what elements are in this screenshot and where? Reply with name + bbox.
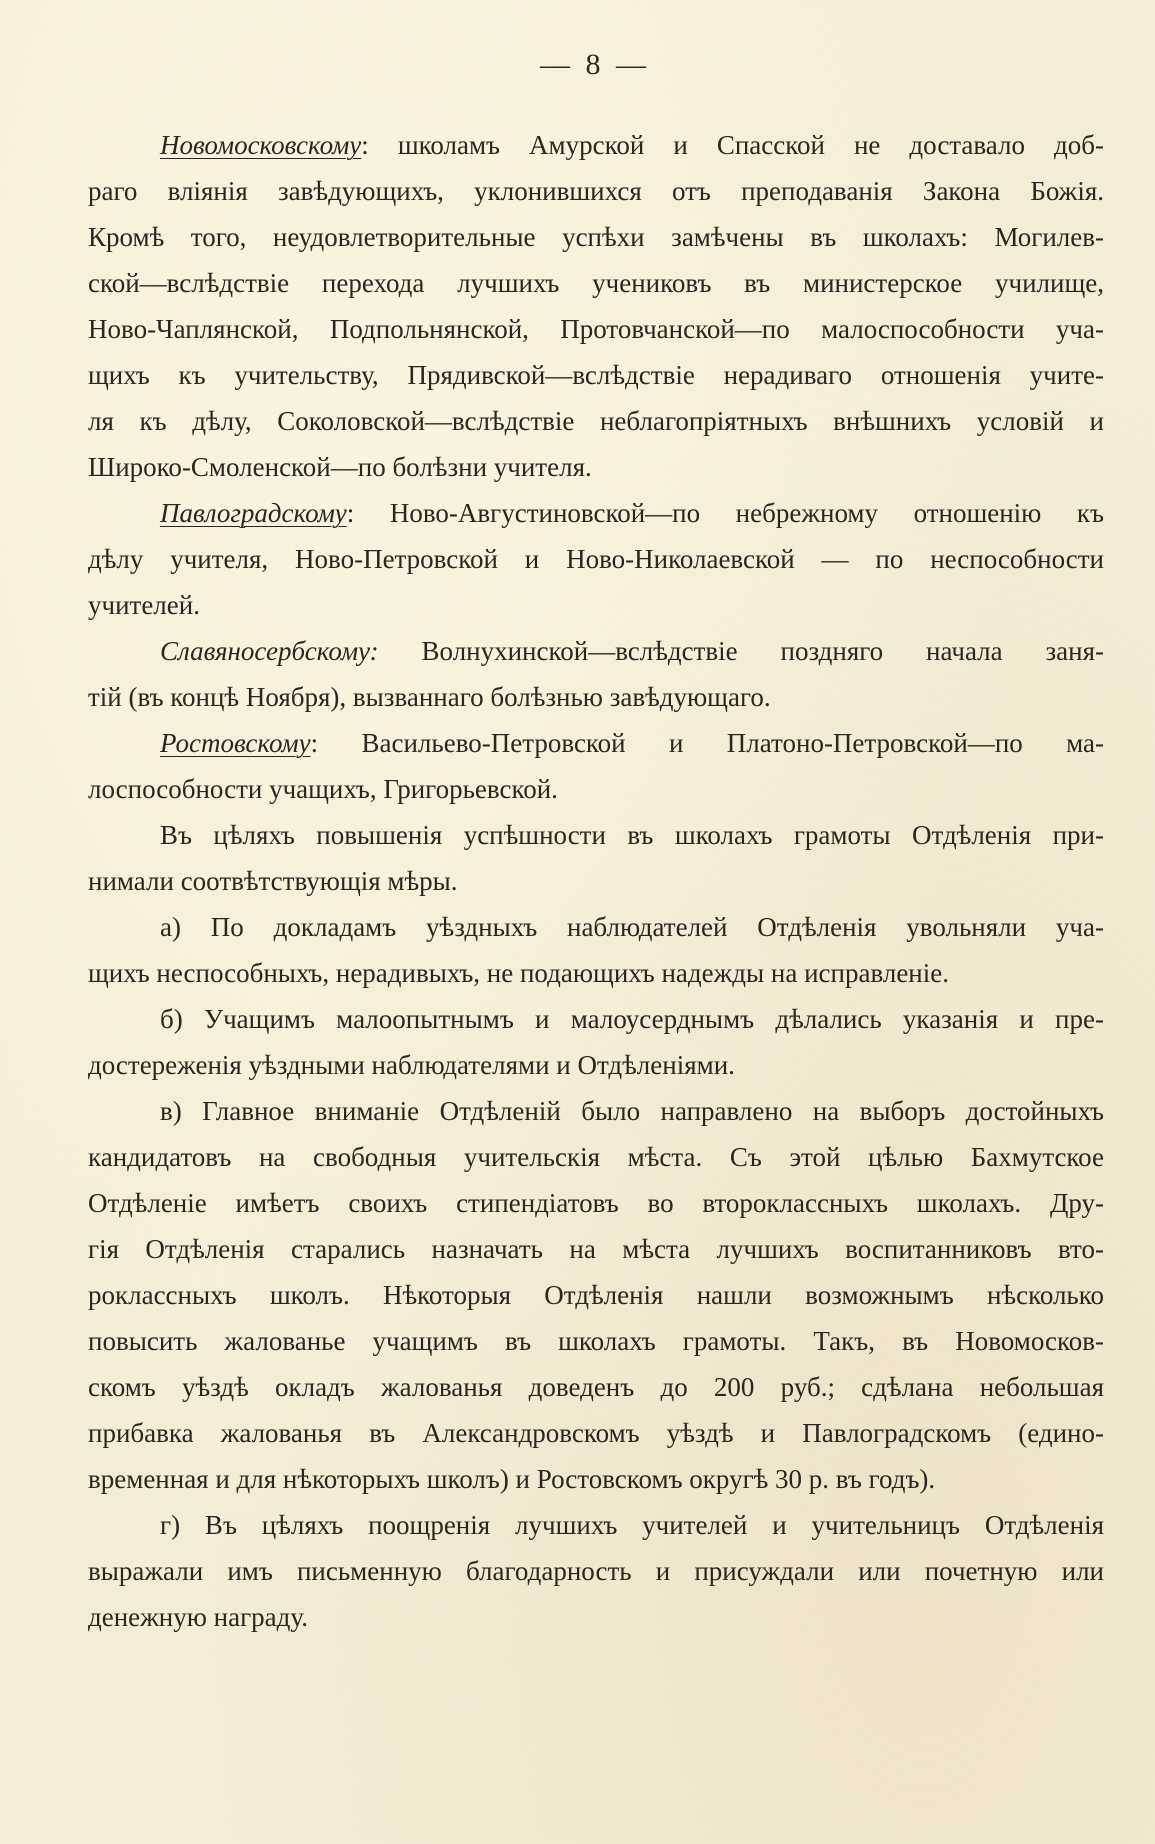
- text-line: Кромѣ того, неудовлетворительные успѣхи замѣчены въ школахъ: Могилев-: [88, 222, 1104, 252]
- paragraph-rostovsky: [88, 720, 1104, 812]
- text-line: повысить жалованье учащимъ въ школахъ грамоты. Такъ, въ Новомосков-: [88, 1326, 1104, 1356]
- paragraph-item-g: [88, 1502, 1104, 1640]
- text-line: гія Отдѣленія старались назначать на мѣста лучшихъ воспитанниковъ вто-: [88, 1234, 1104, 1264]
- paragraph-first-line: Въ цѣляхъ повышенія успѣшности въ школахъ грамоты Отдѣленія при-: [160, 820, 1104, 850]
- district-heading: Славяносербскому:: [160, 636, 379, 666]
- text-line: роклассныхъ школъ. Нѣкоторыя Отдѣленія нашли возможнымъ нѣсколько: [88, 1280, 1104, 1310]
- text-line: временная и для нѣкоторыхъ школъ) и Ростовскомъ округѣ 30 р. въ годъ).: [88, 1464, 936, 1494]
- text-line: Ново-Чаплянской, Подпольнянской, Протовчанской—по малоспособности уча-: [88, 314, 1104, 344]
- text-line: выражали имъ письменную благодарность и присуждали или почетную или: [88, 1556, 1104, 1586]
- paragraph-first-line: в) Главное вниманіе Отдѣленій было направлено на выборъ достойныхъ: [160, 1096, 1104, 1126]
- text-line: учителей.: [88, 590, 200, 620]
- district-heading: Новомосковскому: [160, 130, 362, 160]
- text-line: щихъ неспособныхъ, нерадивыхъ, не подающихъ надежды на исправленіе.: [88, 958, 949, 988]
- heading-continuation: Волнухинской—вслѣдствіе поздняго начала заня-: [378, 636, 1104, 666]
- text-line: ской—вслѣдствіе перехода лучшихъ учениковъ въ министерское училище,: [88, 268, 1104, 298]
- paragraph-item-b: [88, 996, 1104, 1088]
- paragraph-first-line: г) Въ цѣляхъ поощренія лучшихъ учителей и учительницъ Отдѣленія: [160, 1510, 1104, 1540]
- paragraph-first-line: а) По докладамъ уѣздныхъ наблюдателей Отдѣленія увольняли уча-: [160, 912, 1104, 942]
- text-line: Отдѣленіе имѣетъ своихъ стипендіатовъ во второклассныхъ школахъ. Дру-: [88, 1188, 1104, 1218]
- text-line: прибавка жалованья въ Александровскомъ уѣздѣ и Павлоградскомъ (едино-: [88, 1418, 1104, 1448]
- page-body: [88, 122, 1104, 1640]
- text-line: кандидатовъ на свободныя учительскія мѣста. Съ этой цѣлью Бахмутское: [88, 1142, 1104, 1172]
- paragraph-first-line: б) Учащимъ малоопытнымъ и малоусерднымъ дѣлались указанія и пре-: [160, 1004, 1104, 1034]
- heading-continuation: : Ново-Августиновской—по небрежному отношенію къ: [346, 498, 1104, 528]
- text-line: раго вліянія завѣдующихъ, уклонившихся отъ преподаванія Закона Божія.: [88, 176, 1104, 206]
- paragraph-novomoskovsky: [88, 122, 1104, 490]
- paragraph-item-v: [88, 1088, 1104, 1502]
- text-line: тій (въ концѣ Ноября), вызваннаго болѣзнью завѣдующаго.: [88, 682, 771, 712]
- district-heading: Павлоградскому: [160, 498, 347, 528]
- paragraph-item-a: [88, 904, 1104, 996]
- text-line: нимали соотвѣтствующія мѣры.: [88, 866, 458, 896]
- text-line: достереженія уѣздными наблюдателями и Отдѣленіями.: [88, 1050, 735, 1080]
- text-line: скомъ уѣздѣ окладъ жалованья доведенъ до 200 руб.; сдѣлана небольшая: [88, 1372, 1104, 1402]
- paragraph-pavlogradsky: [88, 490, 1104, 628]
- text-line: щихъ къ учительству, Прядивской—вслѣдствіе нерадиваго отношенія учите-: [88, 360, 1104, 390]
- page-number: — 8 —: [540, 48, 650, 81]
- text-line: лоспособности учащихъ, Григорьевской.: [88, 774, 558, 804]
- paragraph-measures-intro: [88, 812, 1104, 904]
- paragraph-slavyanoserbsky: [88, 628, 1104, 720]
- district-heading: Ростовскому: [160, 728, 311, 758]
- paragraph-first-line: [88, 720, 1104, 766]
- text-line: ля къ дѣлу, Соколовской—вслѣдствіе неблагопріятныхъ внѣшнихъ условій и: [88, 406, 1104, 436]
- heading-continuation: : школамъ Амурской и Спасской не доставало доб-: [361, 130, 1104, 160]
- text-line: дѣлу учителя, Ново-Петровской и Ново-Николаевской — по неспособности: [88, 544, 1104, 574]
- text-line: денежную награду.: [88, 1602, 308, 1632]
- text-line: Широко-Смоленской—по болѣзни учителя.: [88, 452, 592, 482]
- paragraph-first-line: [88, 122, 1104, 168]
- heading-continuation: : Васильево-Петровской и Платоно-Петровской—по ма-: [310, 728, 1104, 758]
- paragraph-first-line: [88, 628, 1104, 674]
- paragraph-first-line: [88, 490, 1104, 536]
